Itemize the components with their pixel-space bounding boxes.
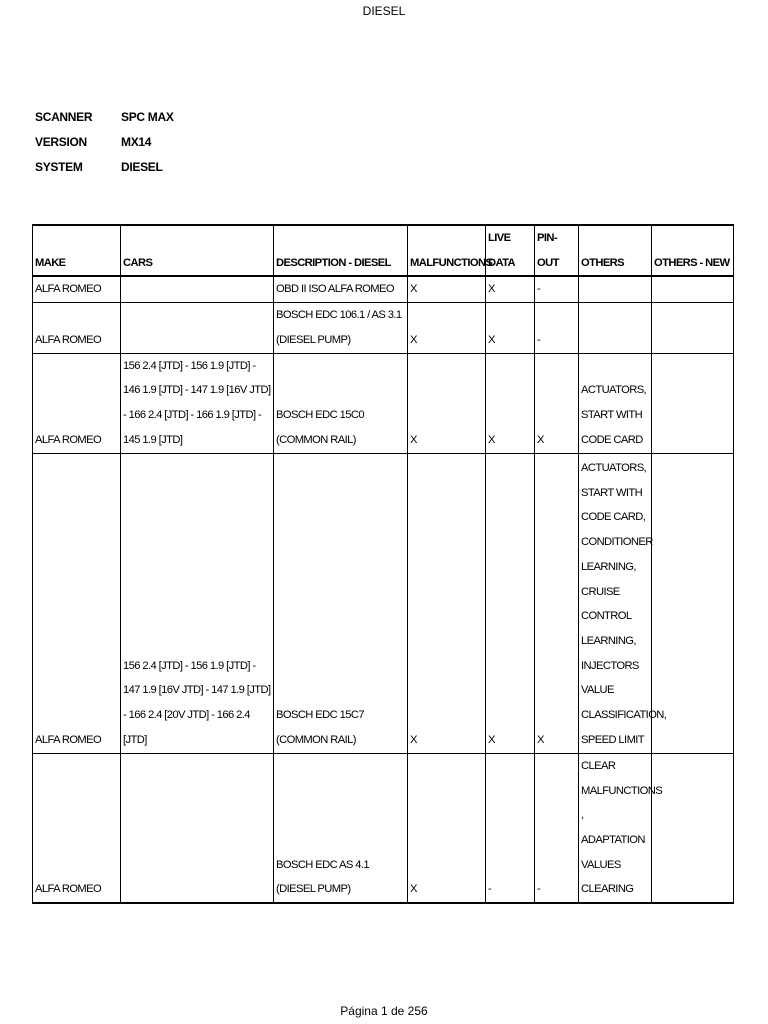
table-row (33, 753, 734, 903)
column-header: OTHERS (579, 225, 652, 276)
cell-live-data: - (486, 753, 535, 903)
cell-description: BOSCH EDC AS 4.1 (DIESEL PUMP) (274, 753, 408, 903)
cell-cars (121, 753, 274, 903)
meta-row-version (35, 129, 174, 154)
cell-malfunctions: X (408, 303, 486, 353)
meta-value: DIESEL (121, 159, 163, 174)
cell-malfunctions: X (408, 276, 486, 302)
cell-malfunctions: X (408, 353, 486, 453)
cell-live-data: X (486, 353, 535, 453)
meta-row-scanner (35, 104, 174, 129)
cell-pin-out: - (535, 303, 579, 353)
column-header: MALFUNCTIONS (408, 225, 486, 276)
cell-description: OBD II ISO ALFA ROMEO (274, 276, 408, 302)
column-header: LIVE DATA (486, 225, 535, 276)
column-header: PIN-OUT (535, 225, 579, 276)
table-header-row (33, 225, 734, 276)
cell-cars (121, 303, 274, 353)
column-header: DESCRIPTION - DIESEL (274, 225, 408, 276)
cell-make: ALFA ROMEO (33, 753, 121, 903)
cell-others-new (652, 276, 734, 302)
cell-others: ACTUATORS, START WITH CODE CARD (579, 353, 652, 453)
meta-value: SPC MAX (121, 109, 174, 124)
cell-malfunctions: X (408, 453, 486, 753)
cell-others-new (652, 353, 734, 453)
cell-make: ALFA ROMEO (33, 276, 121, 302)
cell-others-new (652, 303, 734, 353)
cell-description: BOSCH EDC 15C0 (COMMON RAIL) (274, 353, 408, 453)
cell-others: ACTUATORS, START WITH CODE CARD, CONDITIONER LEARNING, CRUISE CONTROL LEARNING, INJECTORS VALUE CLASSIFICATION, SPEED LIMIT (579, 453, 652, 753)
document-meta (35, 104, 174, 179)
page-header: DIESEL (362, 4, 406, 18)
column-header: CARS (121, 225, 274, 276)
cell-live-data: X (486, 303, 535, 353)
table-row (33, 353, 734, 453)
column-header: MAKE (33, 225, 121, 276)
cell-make: ALFA ROMEO (33, 353, 121, 453)
cell-pin-out: - (535, 753, 579, 903)
cell-pin-out: - (535, 276, 579, 302)
meta-value: MX14 (121, 134, 152, 149)
cell-description: BOSCH EDC 15C7 (COMMON RAIL) (274, 453, 408, 753)
table-row (33, 276, 734, 302)
cell-others (579, 276, 652, 302)
table-row (33, 453, 734, 753)
cell-live-data: X (486, 276, 535, 302)
cell-others: CLEAR MALFUNCTIONS , ADAPTATION VALUES CLEARING (579, 753, 652, 903)
column-header: OTHERS - NEW (652, 225, 734, 276)
cell-pin-out: X (535, 353, 579, 453)
cell-pin-out: X (535, 453, 579, 753)
cell-cars: 156 2.4 [JTD] - 156 1.9 [JTD] - 146 1.9 [JTD] - 147 1.9 [16V JTD] - 166 2.4 [JTD] - 166 1.9 [JTD] - 145 1.9 [JTD] (121, 353, 274, 453)
cell-make: ALFA ROMEO (33, 303, 121, 353)
cell-live-data: X (486, 453, 535, 753)
cell-cars (121, 276, 274, 302)
meta-row-system (35, 154, 174, 179)
meta-key: VERSION (35, 134, 87, 149)
cell-others (579, 303, 652, 353)
table-row (33, 303, 734, 353)
meta-key: SYSTEM (35, 159, 83, 174)
diagnostics-table (32, 224, 734, 904)
meta-key: SCANNER (35, 109, 93, 124)
cell-make: ALFA ROMEO (33, 453, 121, 753)
page-number: Página 1 de 256 (340, 1004, 428, 1018)
cell-malfunctions: X (408, 753, 486, 903)
cell-others-new (652, 753, 734, 903)
cell-cars: 156 2.4 [JTD] - 156 1.9 [JTD] - 147 1.9 [16V JTD] - 147 1.9 [JTD] - 166 2.4 [20V JTD] - 166 2.4 [JTD] (121, 453, 274, 753)
cell-description: BOSCH EDC 106.1 / AS 3.1 (DIESEL PUMP) (274, 303, 408, 353)
